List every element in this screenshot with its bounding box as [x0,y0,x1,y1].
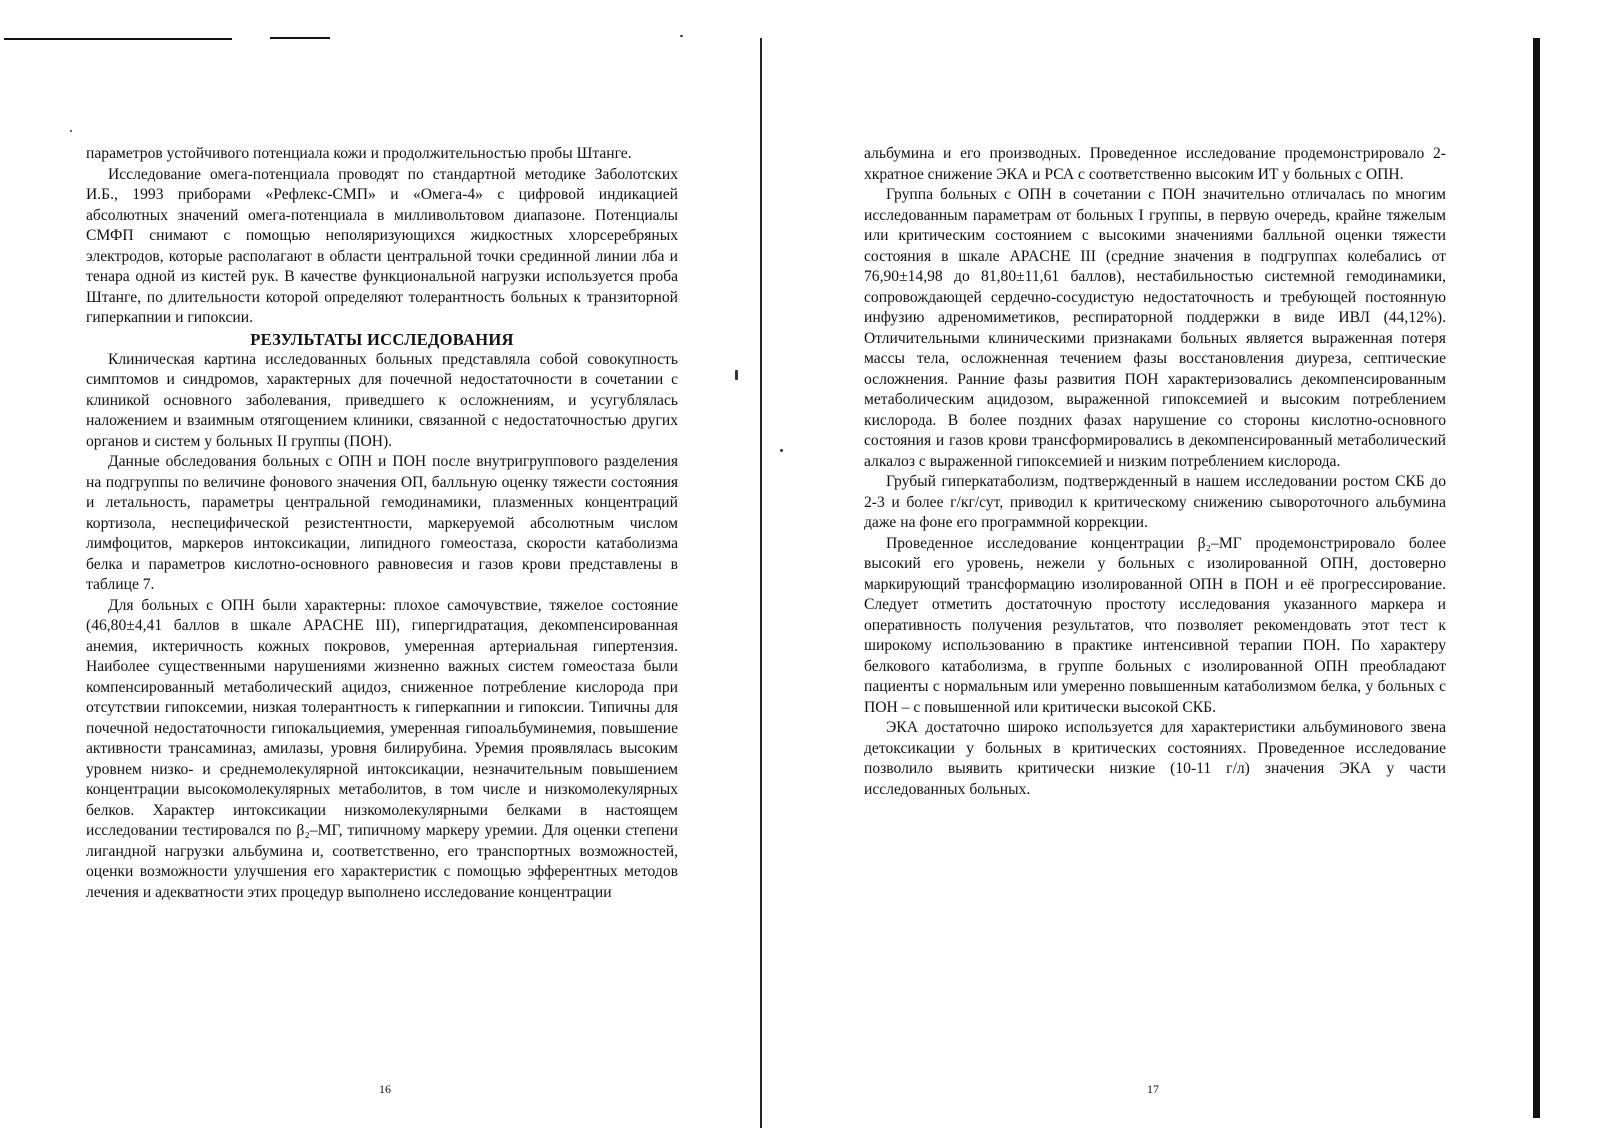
paragraph: Группа больных с ОПН в сочетании с ПОН значительно отличалась по многим исследованным параметрам от больных I группы, в первую очередь, крайне тяжелым или критическим состоянием с высокими значениями балльной оценки тяжести состояния в шкале APACHE III (средние значения в подгруппах колебались от 76,90±14,98 до 81,80±11,61 баллов), нестабильностью системной гемодинамики, сопровождающей сердечно-сосудистую недостаточность и требующей постоянную инфузию адреномиметиков, респираторной поддержки в виде ИВЛ (44,12%). Отличительными клиническими признаками больных является выраженная потеря массы тела, осложненная течением фазы восстановления диуреза, септические осложнения. Ранние фазы развития ПОН характеризовались декомпенсированным метаболическим ацидозом, выраженной гипоксемией и высоким потреблением кислорода. В более поздних фазах нарушение со стороны кислотно-основного состояния и газов крови трансформировались в декомпенсированный метаболический алкалоз с выраженной гипоксемией и низким потреблением кислорода. [864,186,1446,470]
paragraph: Для больных с ОПН были характерны: плохое самочувствие, тяжелое состояние (46,80±4,41 баллов в шкале APACHE III), гипергидратация, декомпенсированная анемия, иктеричность кожных покровов, умеренная артериальная гипертензия. Наиболее существенными нарушениями жизненно важных систем гомеостаза были компенсированный метаболический ацидоз, сниженное потребление кислорода при отсутствии гипоксемии, низкая толерантность к гиперкапнии и гипоксии. Типичны для почечной недостаточности гипокальциемия, умеренная гипоальбуминемия, повышение активности трансаминаз, амилазы, уровня билирубина. Уремия проявлялась высоким уровнем низко- и среднемолекулярной интоксикации, незначительным повышением концентрации высокомолекулярных метаболитов, в том числе и низкомолекулярных белков. Характер интоксикации низкомолекулярными белками в настоящем исследовании тестировался по β₂–МГ, типичному маркеру уремии. Для оценки степени лигандной нагрузки альбумина и, соответственно, его транспортных возможностей, оценки возможности улучшения его характеристик с помощью эфферентных методов лечения и адекватности этих процедур выполнено исследование концентрации [86,596,678,901]
page-number: 17 [1147,1082,1159,1096]
paragraph: Проведенное исследование концентрации β₂–МГ продемонстрировало более высокий его уровень, нежели у больных с изолированной ОПН, достоверно маркирующий трансформацию изолированной ОПН в ПОН и её прогрессирование. Следует отметить достаточную простоту исследования указанного маркера и оперативность получения результатов, что позволяет рекомендовать этот тест к широкому использованию в практике интенсивной терапии ПОН. По характеру белкового катаболизма, в группе больных с изолированной ОПН преобладают пациенты с нормальным или умеренно повышенным катаболизмом белка, у больных с ПОН – с повышенной или критически высокой СКБ. [864,534,1446,716]
left-page [0,0,760,1132]
paragraph: Исследование омега-потенциала проводят по стандартной методике Заболотских И.Б., 1993 приборами «Рефлекс-СМП» и «Омега-4» с цифровой индикацией абсолютных значений омега-потенциала в милливольтовом диапазоне. Потенциалы СМФП снимают с помощью неполяризующихся жидкостных хлорсеребряных электродов, которые располагают в области центральной точки срединной линии лба и тенара одной из кистей рук. В качестве функциональной нагрузки используется проба Штанге, по длительности которой определяют толерантность больных к транзиторной гиперкапнии и гипоксии. [86,165,678,326]
paragraph: Данные обследования больных с ОПН и ПОН после внутригруппового разделения на подгруппы по величине фонового значения ОП, балльную оценку тяжести состояния и летальность, параметры центральной гемодинамики, плазменных концентраций кортизола, неспецифической резистентности, маркеруемой абсолютным числом лимфоцитов, маркеров интоксикации, липидного гомеостаза, скорости катаболизма белка и параметров кислотно-основного равновесия и газов крови представлены в таблице 7. [86,453,678,593]
section-heading: РЕЗУЛЬТАТЫ ИССЛЕДОВАНИЯ [250,329,514,349]
right-page [768,0,1600,1132]
paragraph: Клиническая картина исследованных больных представляла собой совокупность симптомов и синдромов, характерных для почечной недостаточности в сочетании с клиникой основного заболевания, приведшего к осложнениям, и усугублялась наложением и взаимным отягощением клиники, связанной с недостаточностью других органов и систем у больных II группы (ПОН). [86,350,678,450]
page-number: 16 [379,1082,391,1096]
paragraph: параметров устойчивого потенциала кожи и продолжительностью пробы Штанге. [86,145,632,162]
left-page-text [86,144,678,903]
paragraph: Грубый гиперкатаболизм, подтвержденный в нашем исследовании ростом СКБ до 2-3 и более г/кг/сут, приводил к критическому снижению сывороточного альбумина даже на фоне его программной коррекции. [864,473,1446,531]
right-page-text [864,144,1446,800]
gutter-line [760,38,762,1128]
paragraph: ЭКА достаточно широко используется для характеристики альбуминового звена детоксикации у больных в критических состояниях. Проведенное исследование позволило выявить критически низкие (10-11 г/л) значения ЭКА у части исследованных больных. [864,719,1446,798]
paragraph: альбумина и его производных. Проведенное исследование продемонстрировало 2-хкратное снижение ЭКА и РСА с соответственно высоким ИТ у больных с ОПН. [864,145,1446,183]
